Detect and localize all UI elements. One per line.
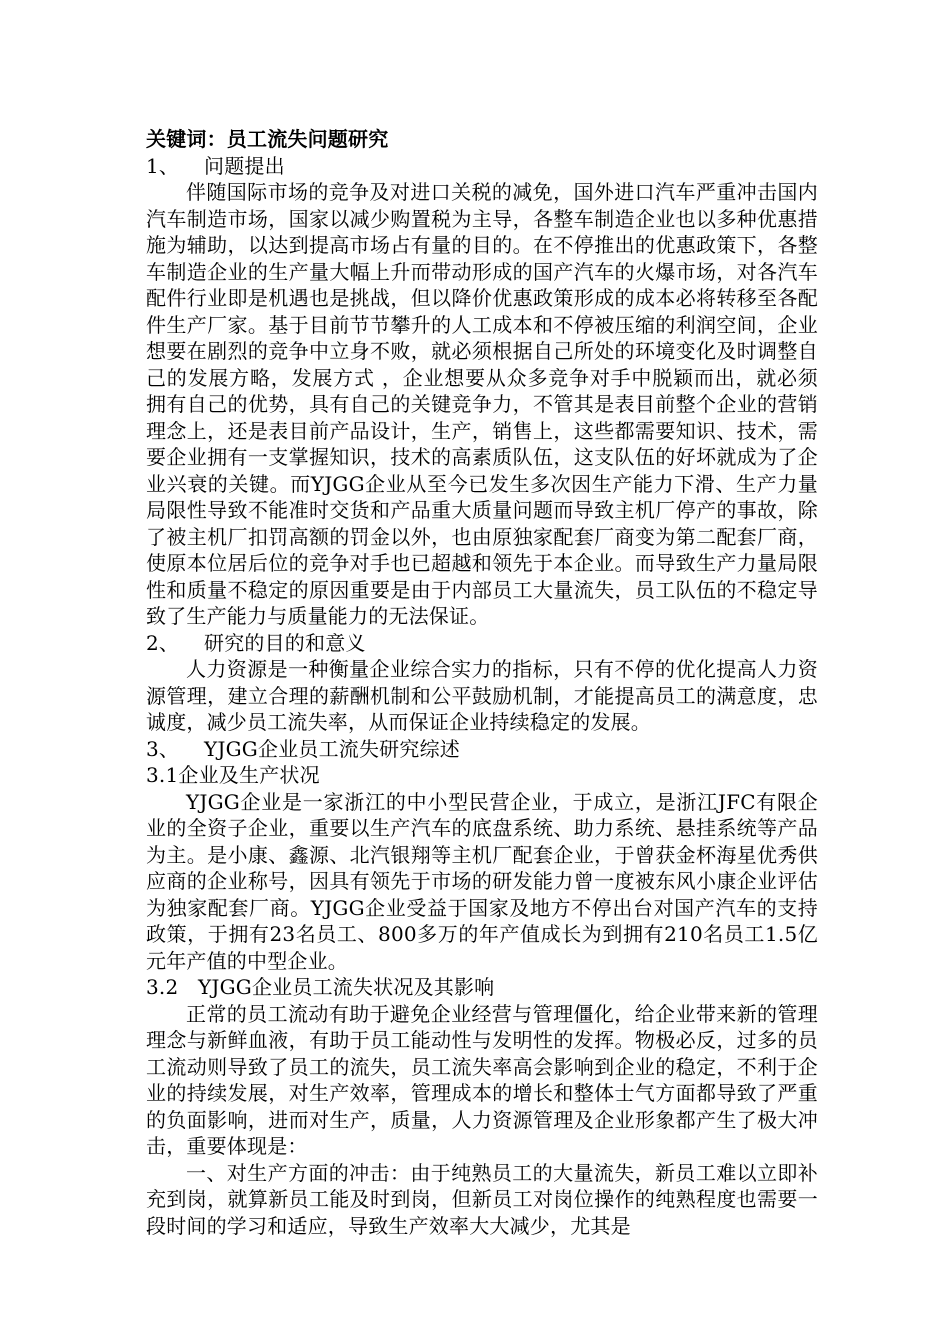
section-title: 企业及生产状况 — [178, 763, 320, 787]
section-number: 3、 — [146, 736, 180, 761]
section-title: 问题提出 — [204, 153, 285, 178]
paragraph: 人力资源是一种衡量企业综合实力的指标，只有不停的优化提高人力资源管理，建立合理的薪酬机制和公平鼓励机制，才能提高员工的满意度，忠诚度，减少员工流失率，从而保证企业持续稳定的发展。 — [146, 657, 818, 734]
section-heading-3-2 — [146, 974, 818, 1001]
section-number: 1、 — [146, 153, 180, 178]
section-title: YJGG企业员工流失研究综述 — [204, 736, 460, 761]
section-number: 2、 — [146, 630, 180, 655]
paragraph: YJGG企业是一家浙江的中小型民营企业，于成立，是浙江JFC有限企业的全资子企业，重要以生产汽车的底盘系统、助力系统、悬挂系统等产品为主。是小康、鑫源、北汽银翔等主机厂配套企业，于曾获金杯海星优秀供应商的企业称号，因具有领先于市场的研发能力曾一度被东风小康企业评估为独家配套厂商。YJGG企业受益于国家及地方不停出台对国产汽车的支持政策，于拥有23名员工、800多万的年产值成长为到拥有210名员工1.5亿元年产值的中型企业。 — [146, 789, 818, 973]
section-number: 3.2 — [146, 975, 179, 999]
section-heading-3-1 — [146, 762, 818, 789]
section-title: YJGG企业员工流失状况及其影响 — [198, 975, 495, 999]
section-title: 研究的目的和意义 — [204, 630, 366, 655]
keywords-line: 关键词：员工流失问题研究 — [146, 127, 389, 151]
section-heading-2 — [146, 630, 818, 657]
paragraph: 正常的员工流动有助于避免企业经营与管理僵化，给企业带来新的管理理念与新鲜血液，有助于员工能动性与发明性的发挥。物极必反，过多的员工流动则导致了员工的流失，员工流失率高会影响到企业的稳定，不利于企业的持续发展，对生产效率，管理成本的增长和整体士气方面都导致了严重的负面影响，进而对生产，质量，人力资源管理及企业形象都产生了极大冲击，重要体现是： — [146, 1001, 818, 1158]
document-body — [146, 126, 818, 1239]
section-heading-3 — [146, 736, 818, 763]
paragraph: 一、对生产方面的冲击：由于纯熟员工的大量流失，新员工难以立即补充到岗，就算新员工能及时到岗，但新员工对岗位操作的纯熟程度也需要一段时间的学习和适应，导致生产效率大大减少，尤其是 — [146, 1160, 818, 1238]
section-number: 3.1 — [146, 763, 179, 787]
paragraph: 伴随国际市场的竞争及对进口关税的减免，国外进口汽车严重冲击国内汽车制造市场，国家以减少购置税为主导，各整车制造企业也以多种优惠措施为辅助，以达到提高市场占有量的目的。在不停推出的优惠政策下，各整车制造企业的生产量大幅上升而带动形成的国产汽车的火爆市场，对各汽车配件行业即是机遇也是挑战，但以降价优惠政策形成的成本必将转移至各配件生产厂家。基于目前节节攀升的人工成本和不停被压缩的利润空间，企业想要在剧烈的竞争中立身不败，就必须根据自己所处的环境变化及时调整自己的发展方略，发展方式 ，企业想要从众多竞争对手中脱颖而出，就必须拥有自己的优势，具有自己的关键竞争力，不管其是表目前整个企业的营销理念上，还是表目前产品设计，生产，销售上，这些都需要知识、技术，需要企业拥有一支掌握知识，技术的高素质队伍，这支队伍的好坏就成为了企业兴衰的关键。而YJGG企业从至今已发生多次因生产能力下滑、生产力量局限性导致不能准时交货和产品重大质量问题而导致主机厂停产的事故，除了被主机厂扣罚高额的罚金以外，也由原独家配套厂商变为第二配套厂商，使原本位居后位的竞争对手也已超越和领先于本企业。而导致生产力量局限性和质量不稳定的原因重要是由于内部员工大量流失，员工队伍的不稳定导致了生产能力与质量能力的无法保证。 — [146, 180, 818, 628]
section-heading-1 — [146, 153, 818, 180]
